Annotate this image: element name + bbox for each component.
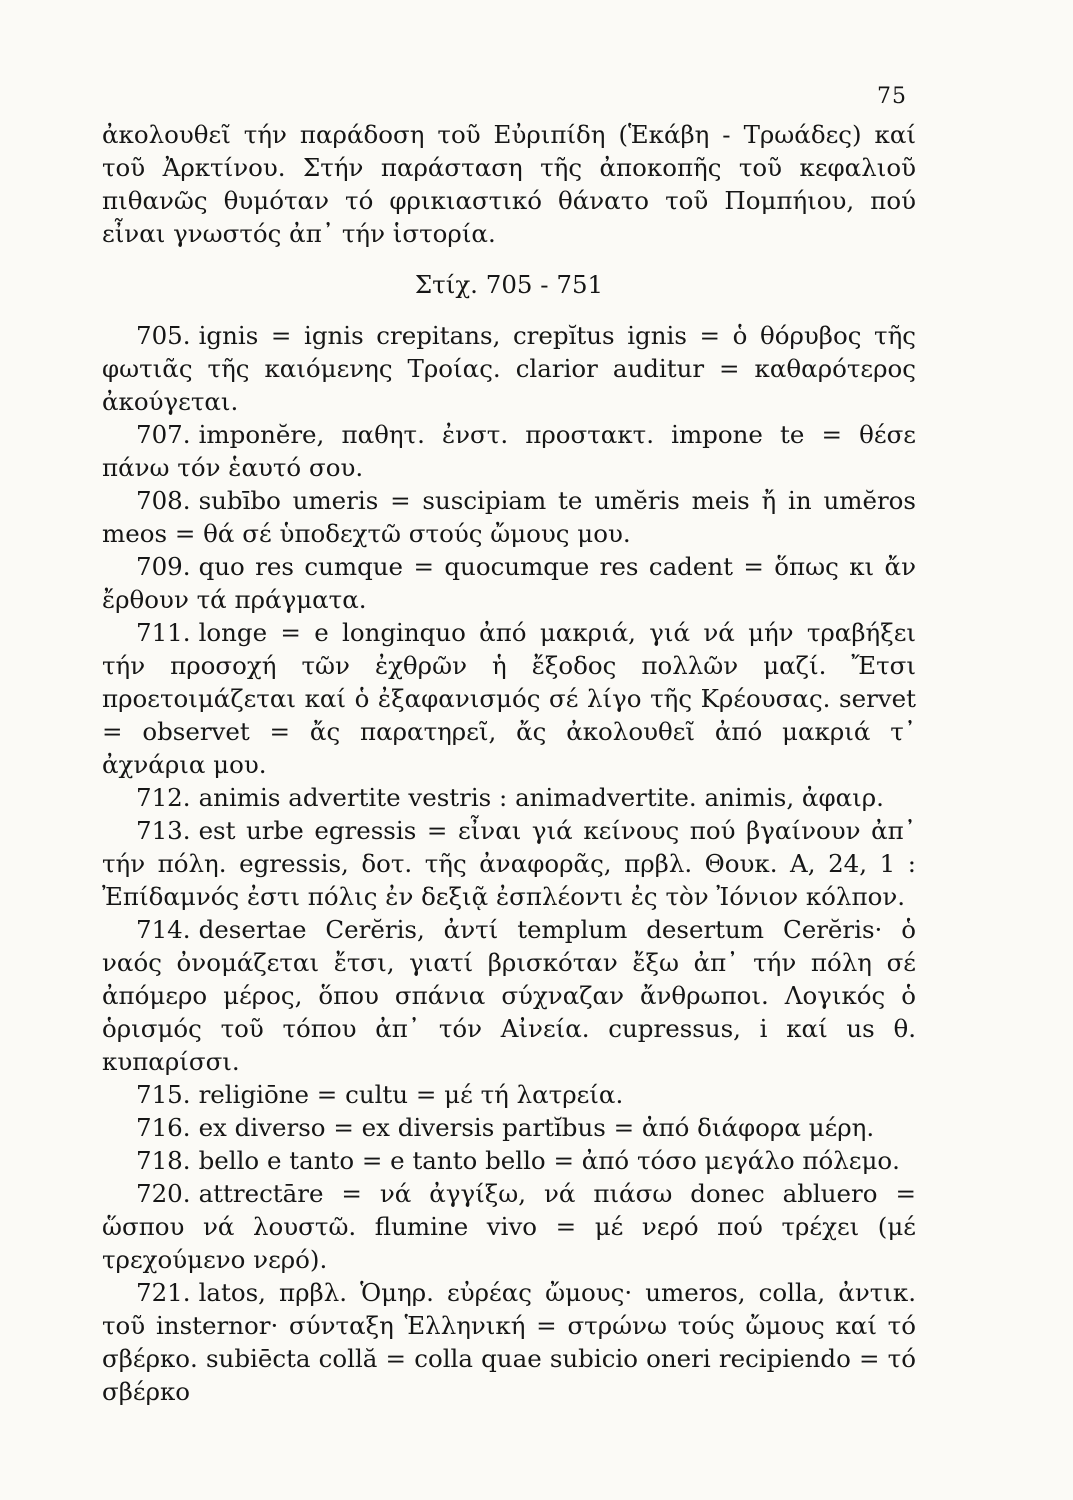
note-708 <box>102 484 916 550</box>
note-text: bello e tanto = e tanto bello = ἀπό τόσο μεγάλο πόλεμο. <box>198 1146 900 1175</box>
note-720 <box>102 1177 916 1276</box>
note-714 <box>102 913 916 1078</box>
note-number: 712. <box>136 783 191 812</box>
note-number: 715. <box>136 1080 191 1109</box>
note-number: 718. <box>136 1146 191 1175</box>
note-707 <box>102 418 916 484</box>
note-number: 705. <box>136 321 191 350</box>
note-text: est urbe egressis = εἶναι γιά κείνους πού βγαίνουν ἀπ᾽ τήν πόλη. egressis, δοτ. τῆς ἀναφορᾶς, πρβλ. Θουκ. Α, 24, 1 : Ἐπίδαμνός ἐστι πόλις ἐν δεξιᾷ ἐσπλέοντι ἐς τὸν Ἰόνιον κόλπον. <box>102 816 916 911</box>
note-705 <box>102 319 916 418</box>
note-number: 713. <box>136 816 191 845</box>
note-text: quo res cumque = quocumque res cadent = ὅπως κι ἄν ἔρθουν τά πράγματα. <box>102 552 916 614</box>
note-718 <box>102 1144 916 1177</box>
page-number: 75 <box>877 84 907 109</box>
note-712 <box>102 781 916 814</box>
note-number: 709. <box>136 552 191 581</box>
note-721 <box>102 1276 916 1408</box>
page-body <box>102 118 916 1408</box>
note-713 <box>102 814 916 913</box>
note-text: longe = e longinquo ἀπό μακριά, γιά νά μήν τραβήξει τήν προσοχή τῶν ἐχθρῶν ἡ ἔξοδος πολλῶν μαζί. Ἔτσι προετοιμάζεται καί ὁ ἐξαφανισμός σέ λίγο τῆς Κρέουσας. servet = observet = ἄς παρατηρεῖ, ἄς ἀκολουθεῖ ἀπό μακριά τ᾽ ἀχνάρια μου. <box>102 618 916 779</box>
note-709 <box>102 550 916 616</box>
note-text: ex diverso = ex diversis partĭbus = ἀπό διάφορα μέρη. <box>198 1113 875 1142</box>
note-text: attrectāre = νά ἀγγίξω, νά πιάσω donec abluero = ὥσπου νά λουστῶ. flumine vivo = μέ νερό πού τρέχει (μέ τρεχούμενο νερό). <box>102 1179 916 1274</box>
note-text: desertae Cerĕris, ἀντί templum desertum Cerĕris· ὁ ναός ὀνομάζεται ἔτσι, γιατί βρισκόταν ἔξω ἀπ᾽ τήν πόλη σέ ἀπόμερο μέρος, ὅπου σπάνια σύχναζαν ἄνθρωποι. Λογικός ὁ ὁρισμός τοῦ τόπου ἀπ᾽ τόν Αἰνεία. cupressus, i καί us θ. κυπαρίσσι. <box>102 915 916 1076</box>
note-text: ignis = ignis crepitans, crepĭtus ignis = ὁ θόρυβος τῆς φωτιᾶς τῆς καιόμενης Τροίας. clarior auditur = καθαρότερος ἀκούγεται. <box>102 321 916 416</box>
note-715 <box>102 1078 916 1111</box>
note-text: imponĕre, παθητ. ἐνστ. προστακτ. impone te = θέσε πάνω τόν ἑαυτό σου. <box>102 420 916 482</box>
note-number: 708. <box>136 486 191 515</box>
note-number: 714. <box>136 915 191 944</box>
intro-paragraph: ἀκολουθεῖ τήν παράδοση τοῦ Εὐριπίδη (Ἑκάβη - Τρωάδες) καί τοῦ Ἀρκτίνου. Στήν παράσταση τῆς ἀποκοπῆς τοῦ κεφαλιοῦ πιθανῶς θυμόταν τό φρικιαστικό θάνατο τοῦ Πομπήιου, πού εἶναι γνωστός ἀπ᾽ τήν ἱστορία. <box>102 120 916 248</box>
note-text: religiōne = cultu = μέ τή λατρεία. <box>198 1080 624 1109</box>
note-number: 707. <box>136 420 191 449</box>
section-heading: Στίχ. 705 - 751 <box>414 270 604 299</box>
note-number: 716. <box>136 1113 191 1142</box>
note-number: 711. <box>136 618 191 647</box>
note-716 <box>102 1111 916 1144</box>
note-text: animis advertite vestris : animadvertite. animis, ἀφαιρ. <box>198 783 884 812</box>
note-711 <box>102 616 916 781</box>
note-number: 721. <box>136 1278 191 1307</box>
note-text: latos, πρβλ. Ὁμηρ. εὐρέας ὤμους· umeros, colla, ἀντικ. τοῦ insternor· σύνταξη Ἑλληνική = στρώνω τούς ὤμους καί τό σβέρκο. subiēcta collă = colla quae subicio oneri recipiendo = τό σβέρκο <box>102 1278 916 1406</box>
note-number: 720. <box>136 1179 191 1208</box>
note-text: subībo umeris = suscipiam te umĕris meis ἤ in umĕros meos = θά σέ ὑποδεχτῶ στούς ὤμους μου. <box>102 486 916 548</box>
